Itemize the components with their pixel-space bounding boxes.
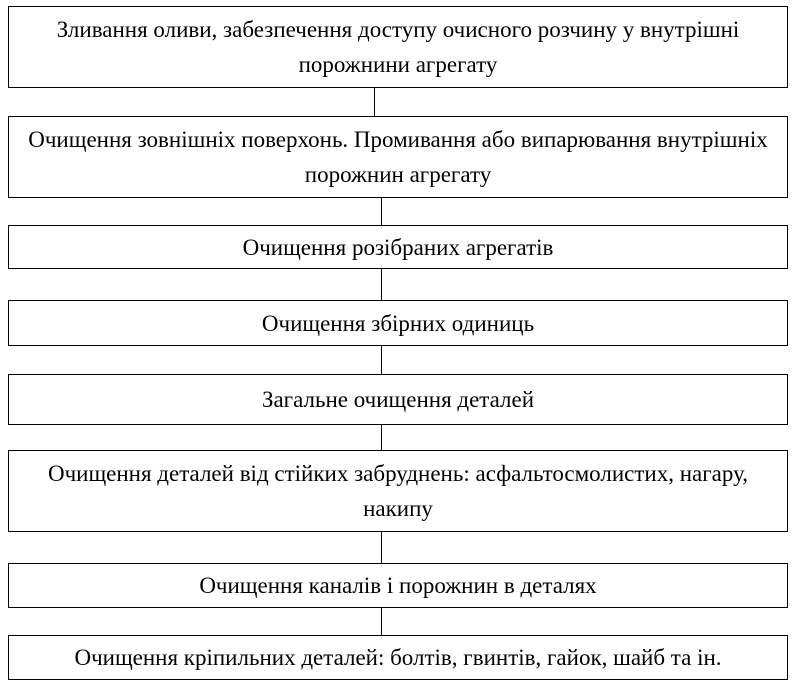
connector-5-6 — [381, 425, 382, 450]
connector-6-7 — [381, 532, 382, 563]
connector-2-3 — [381, 198, 382, 225]
step-text-8: Очищення кріпильних деталей: болтів, гвинтів, гайок, шайб та ін. — [74, 645, 722, 670]
step-text-1: Зливання оливи, забезпечення доступу очисного розчину у внутрішні порожнини агрегату — [56, 17, 740, 77]
connector-3-4 — [381, 269, 382, 300]
connector-7-8 — [381, 608, 382, 635]
step-box-3 — [8, 225, 788, 269]
step-text-5: Загальне очищення деталей — [261, 387, 535, 412]
step-text-2: Очищення зовнішніх поверхонь. Промивання або випарювання внутрішніх порожнин агрегату — [28, 127, 768, 187]
connector-4-5 — [381, 346, 382, 374]
step-box-1 — [8, 6, 788, 88]
step-text-6: Очищення деталей від стійких забруднень: асфальтосмолистих, нагару, накипу — [47, 461, 749, 521]
step-text-7: Очищення каналів і порожнин в деталях — [199, 573, 597, 598]
step-box-7 — [8, 563, 788, 608]
step-box-5 — [8, 374, 788, 425]
step-box-8 — [8, 635, 788, 680]
step-text-4: Очищення збірних одиниць — [261, 310, 535, 336]
step-box-6 — [8, 450, 788, 532]
step-box-4 — [8, 300, 788, 346]
step-box-2 — [8, 116, 788, 198]
connector-1-2 — [374, 88, 375, 116]
step-text-3: Очищення розібраних агрегатів — [242, 234, 554, 260]
